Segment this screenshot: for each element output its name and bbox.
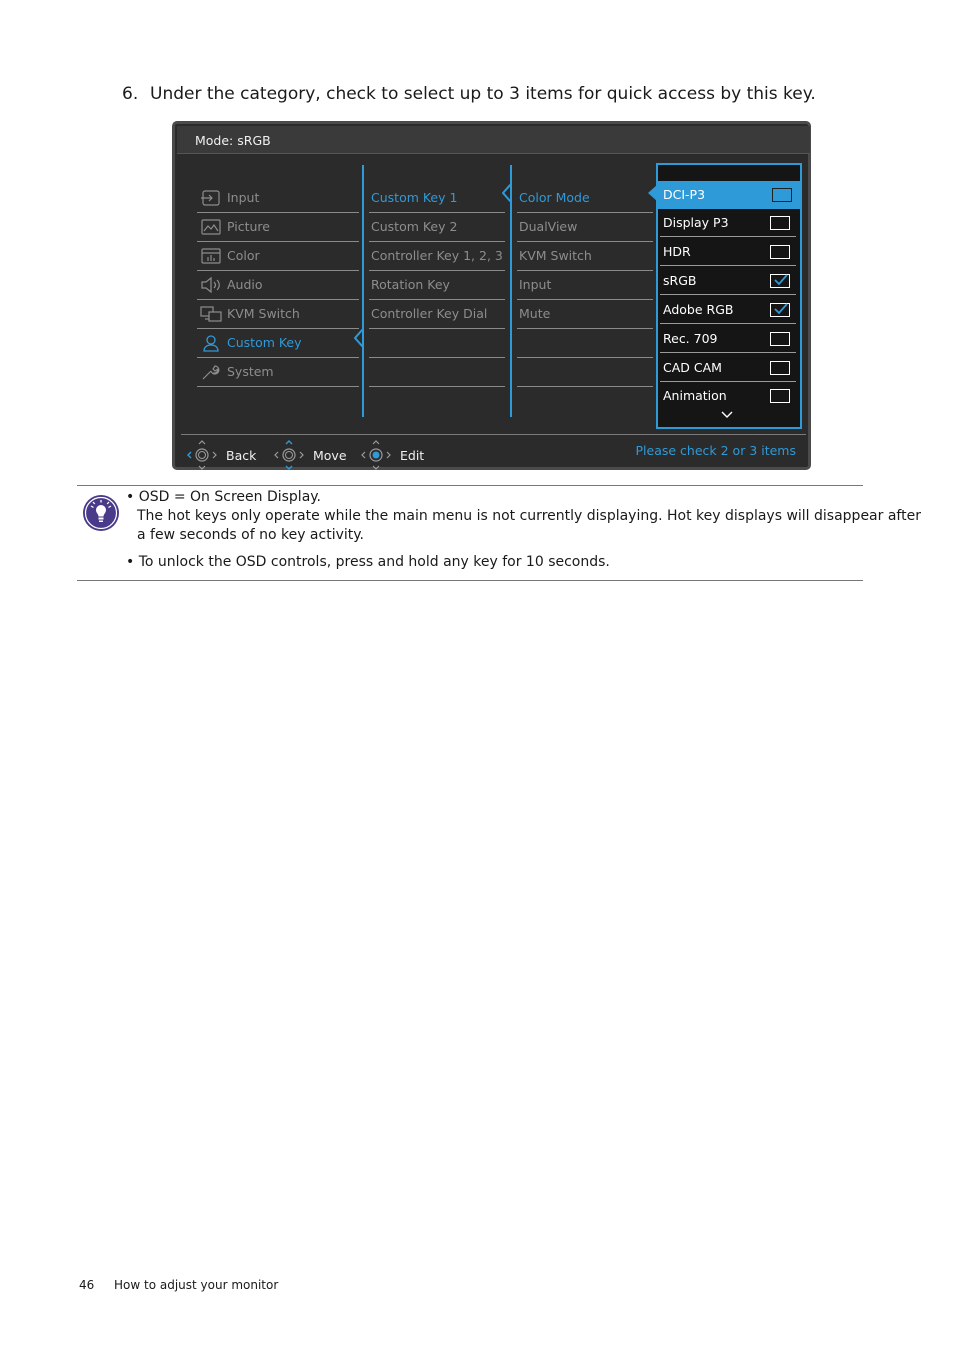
- note-bullet-1: • OSD = On Screen Display.: [126, 489, 322, 505]
- speaker-icon: [200, 276, 222, 294]
- color-mode-option[interactable]: DCI-P3: [656, 181, 802, 209]
- osd-main-menu: [197, 184, 359, 387]
- color-mode-option[interactable]: sRGB: [660, 267, 796, 295]
- checkbox-unchecked[interactable]: [770, 389, 790, 403]
- custom-key-item[interactable]: Controller Key 1, 2, 3: [369, 242, 505, 271]
- nav-move: Move: [274, 440, 354, 470]
- key-function-item[interactable]: Mute: [517, 300, 653, 329]
- note-bullet-2: • To unlock the OSD controls, press and hold any key for 10 seconds.: [126, 554, 610, 570]
- column-divider-2: [510, 165, 512, 417]
- checkbox-unchecked[interactable]: [770, 216, 790, 230]
- key-function-item[interactable]: KVM Switch: [517, 242, 653, 271]
- menu-item-input[interactable]: Input: [197, 184, 359, 213]
- empty-row: [517, 358, 653, 387]
- check-hint: Please check 2 or 3 items: [635, 443, 796, 458]
- color-mode-option[interactable]: Display P3: [660, 209, 796, 237]
- menu-item-picture[interactable]: Picture: [197, 213, 359, 242]
- menu-item-system[interactable]: System: [197, 358, 359, 387]
- note-bottom-rule: [77, 580, 863, 581]
- selection-notch: [502, 184, 512, 202]
- menu-item-audio[interactable]: Audio: [197, 271, 359, 300]
- key-function-item[interactable]: DualView: [517, 213, 653, 242]
- wrench-icon: [200, 363, 222, 381]
- empty-row: [369, 329, 505, 358]
- color-icon: [200, 247, 222, 265]
- menu-item-custom-key[interactable]: Custom Key: [197, 329, 359, 358]
- key-function-item[interactable]: Input: [517, 271, 653, 300]
- checkbox-checked[interactable]: [770, 303, 790, 317]
- osd-custom-keys: [369, 184, 505, 387]
- checkbox-unchecked[interactable]: [772, 188, 792, 202]
- color-mode-option[interactable]: Rec. 709: [660, 325, 796, 353]
- note-bullet-1-text: a few seconds of no key activity.: [137, 527, 364, 543]
- footer-section: How to adjust your monitor: [114, 1278, 279, 1292]
- instruction-step: [122, 84, 816, 104]
- step-text: Under the category, check to select up to 3 items for quick access by this key.: [150, 84, 816, 104]
- custom-key-item[interactable]: Rotation Key: [369, 271, 505, 300]
- custom-key-item[interactable]: Controller Key Dial: [369, 300, 505, 329]
- nav-edit: Edit: [361, 440, 441, 470]
- note-bullet-1-text: The hot keys only operate while the main menu is not currently displaying. Hot key displays will disappear after: [137, 508, 921, 524]
- osd-menu-screenshot: [172, 121, 811, 470]
- osd-mode-label: Mode: sRGB: [195, 133, 271, 148]
- color-mode-checklist: [656, 163, 802, 429]
- color-mode-option[interactable]: HDR: [660, 238, 796, 266]
- osd-key-functions: [517, 184, 653, 387]
- checkbox-unchecked[interactable]: [770, 361, 790, 375]
- menu-item-kvm-switch[interactable]: KVM Switch: [197, 300, 359, 329]
- input-icon: [200, 189, 222, 207]
- joystick-updown-icon: [274, 440, 304, 470]
- checkmark-icon: [773, 303, 788, 315]
- checkmark-icon: [773, 274, 788, 286]
- menu-item-color[interactable]: Color: [197, 242, 359, 271]
- page-number: 46: [79, 1278, 95, 1292]
- selection-notch: [354, 329, 364, 347]
- step-number: 6.: [122, 84, 139, 104]
- joystick-press-icon: [361, 440, 391, 470]
- column-divider-1: [362, 165, 364, 417]
- checkbox-unchecked[interactable]: [770, 332, 790, 346]
- picture-icon: [200, 218, 222, 236]
- nav-back: Back: [187, 440, 267, 470]
- chevron-down-icon[interactable]: [721, 411, 733, 419]
- user-icon: [200, 334, 222, 352]
- key-function-item[interactable]: Color Mode: [517, 184, 653, 213]
- osd-footer-divider: [181, 434, 806, 435]
- lightbulb-tip-icon: [82, 494, 120, 532]
- checkbox-unchecked[interactable]: [770, 245, 790, 259]
- custom-key-item[interactable]: Custom Key 2: [369, 213, 505, 242]
- color-mode-option[interactable]: Animation: [660, 382, 796, 410]
- kvm-switch-icon: [200, 305, 222, 323]
- checkbox-checked[interactable]: [770, 274, 790, 288]
- color-mode-option[interactable]: CAD CAM: [660, 354, 796, 382]
- note-top-rule: [77, 485, 863, 486]
- color-mode-option[interactable]: Adobe RGB: [660, 296, 796, 324]
- empty-row: [517, 329, 653, 358]
- osd-header: [177, 126, 810, 154]
- custom-key-item[interactable]: Custom Key 1: [369, 184, 505, 213]
- joystick-left-icon: [187, 440, 217, 470]
- empty-row: [369, 358, 505, 387]
